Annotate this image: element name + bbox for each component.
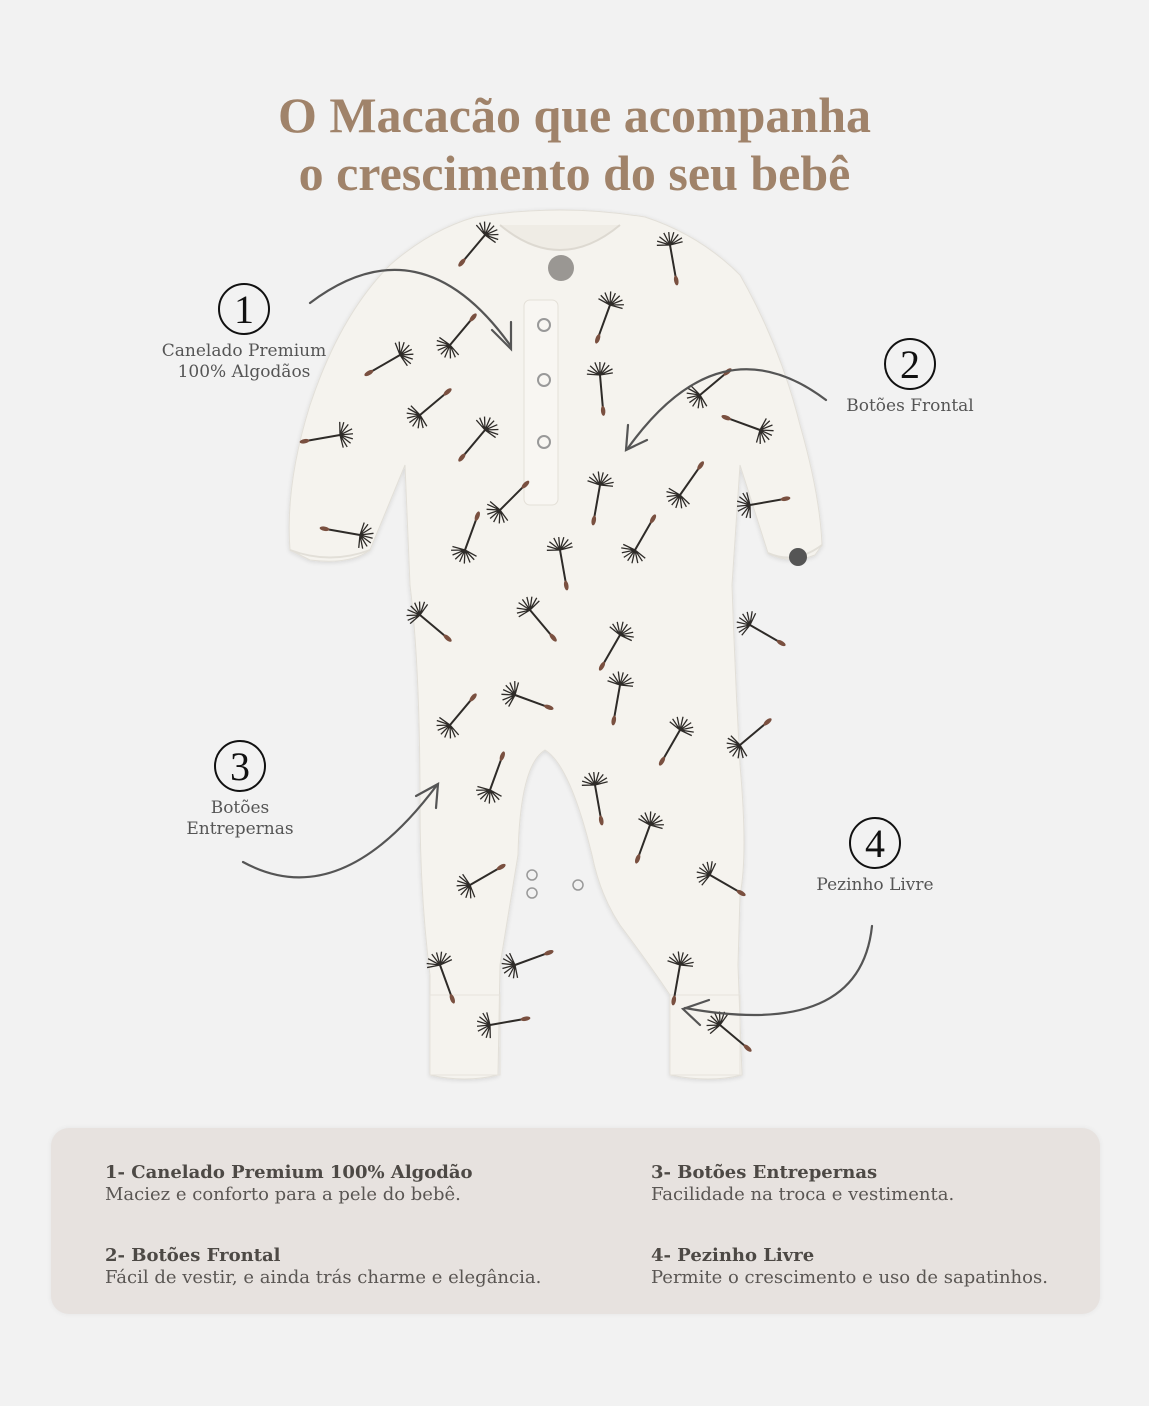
feature-4-title: 4- Pezinho Livre	[651, 1245, 815, 1266]
feature-4-desc: Permite o crescimento e uso de sapatinhos.	[651, 1267, 1048, 1288]
feature-1	[105, 1162, 473, 1206]
callout-2-label: Botões Frontal	[846, 396, 974, 416]
callout-1-label: Canelado Premium 100% Algodãos	[161, 341, 327, 382]
feature-1-title: 1- Canelado Premium 100% Algodão	[105, 1162, 473, 1183]
number-badge-2: 2	[884, 338, 936, 390]
title-line-2: o crescimento do seu bebê	[298, 144, 851, 201]
feature-2-title: 2- Botões Frontal	[105, 1245, 281, 1266]
callout-3	[170, 740, 310, 840]
callout-3-label: Botões Entrepernas	[186, 798, 294, 839]
feature-3-title: 3- Botões Entrepernas	[651, 1162, 878, 1183]
title-line-1: O Macacão que acompanha	[277, 86, 872, 143]
feature-2	[105, 1245, 541, 1289]
callout-4	[800, 817, 950, 896]
feature-4	[651, 1245, 1048, 1289]
feature-2-desc: Fácil de vestir, e ainda trás charme e elegância.	[105, 1267, 542, 1288]
features-panel	[51, 1128, 1100, 1314]
feature-3-desc: Facilidade na troca e vestimenta.	[651, 1184, 955, 1205]
number-badge-4: 4	[849, 817, 901, 869]
callout-1	[148, 283, 340, 383]
number-badge-1: 1	[218, 283, 270, 335]
feature-1-desc: Maciez e conforto para a pele do bebê.	[105, 1184, 461, 1205]
callout-2	[830, 338, 990, 417]
number-badge-3: 3	[214, 740, 266, 792]
baby-romper-image	[270, 205, 850, 1105]
callout-4-label: Pezinho Livre	[816, 875, 934, 895]
feature-3	[651, 1162, 954, 1206]
page-title	[0, 86, 1149, 202]
